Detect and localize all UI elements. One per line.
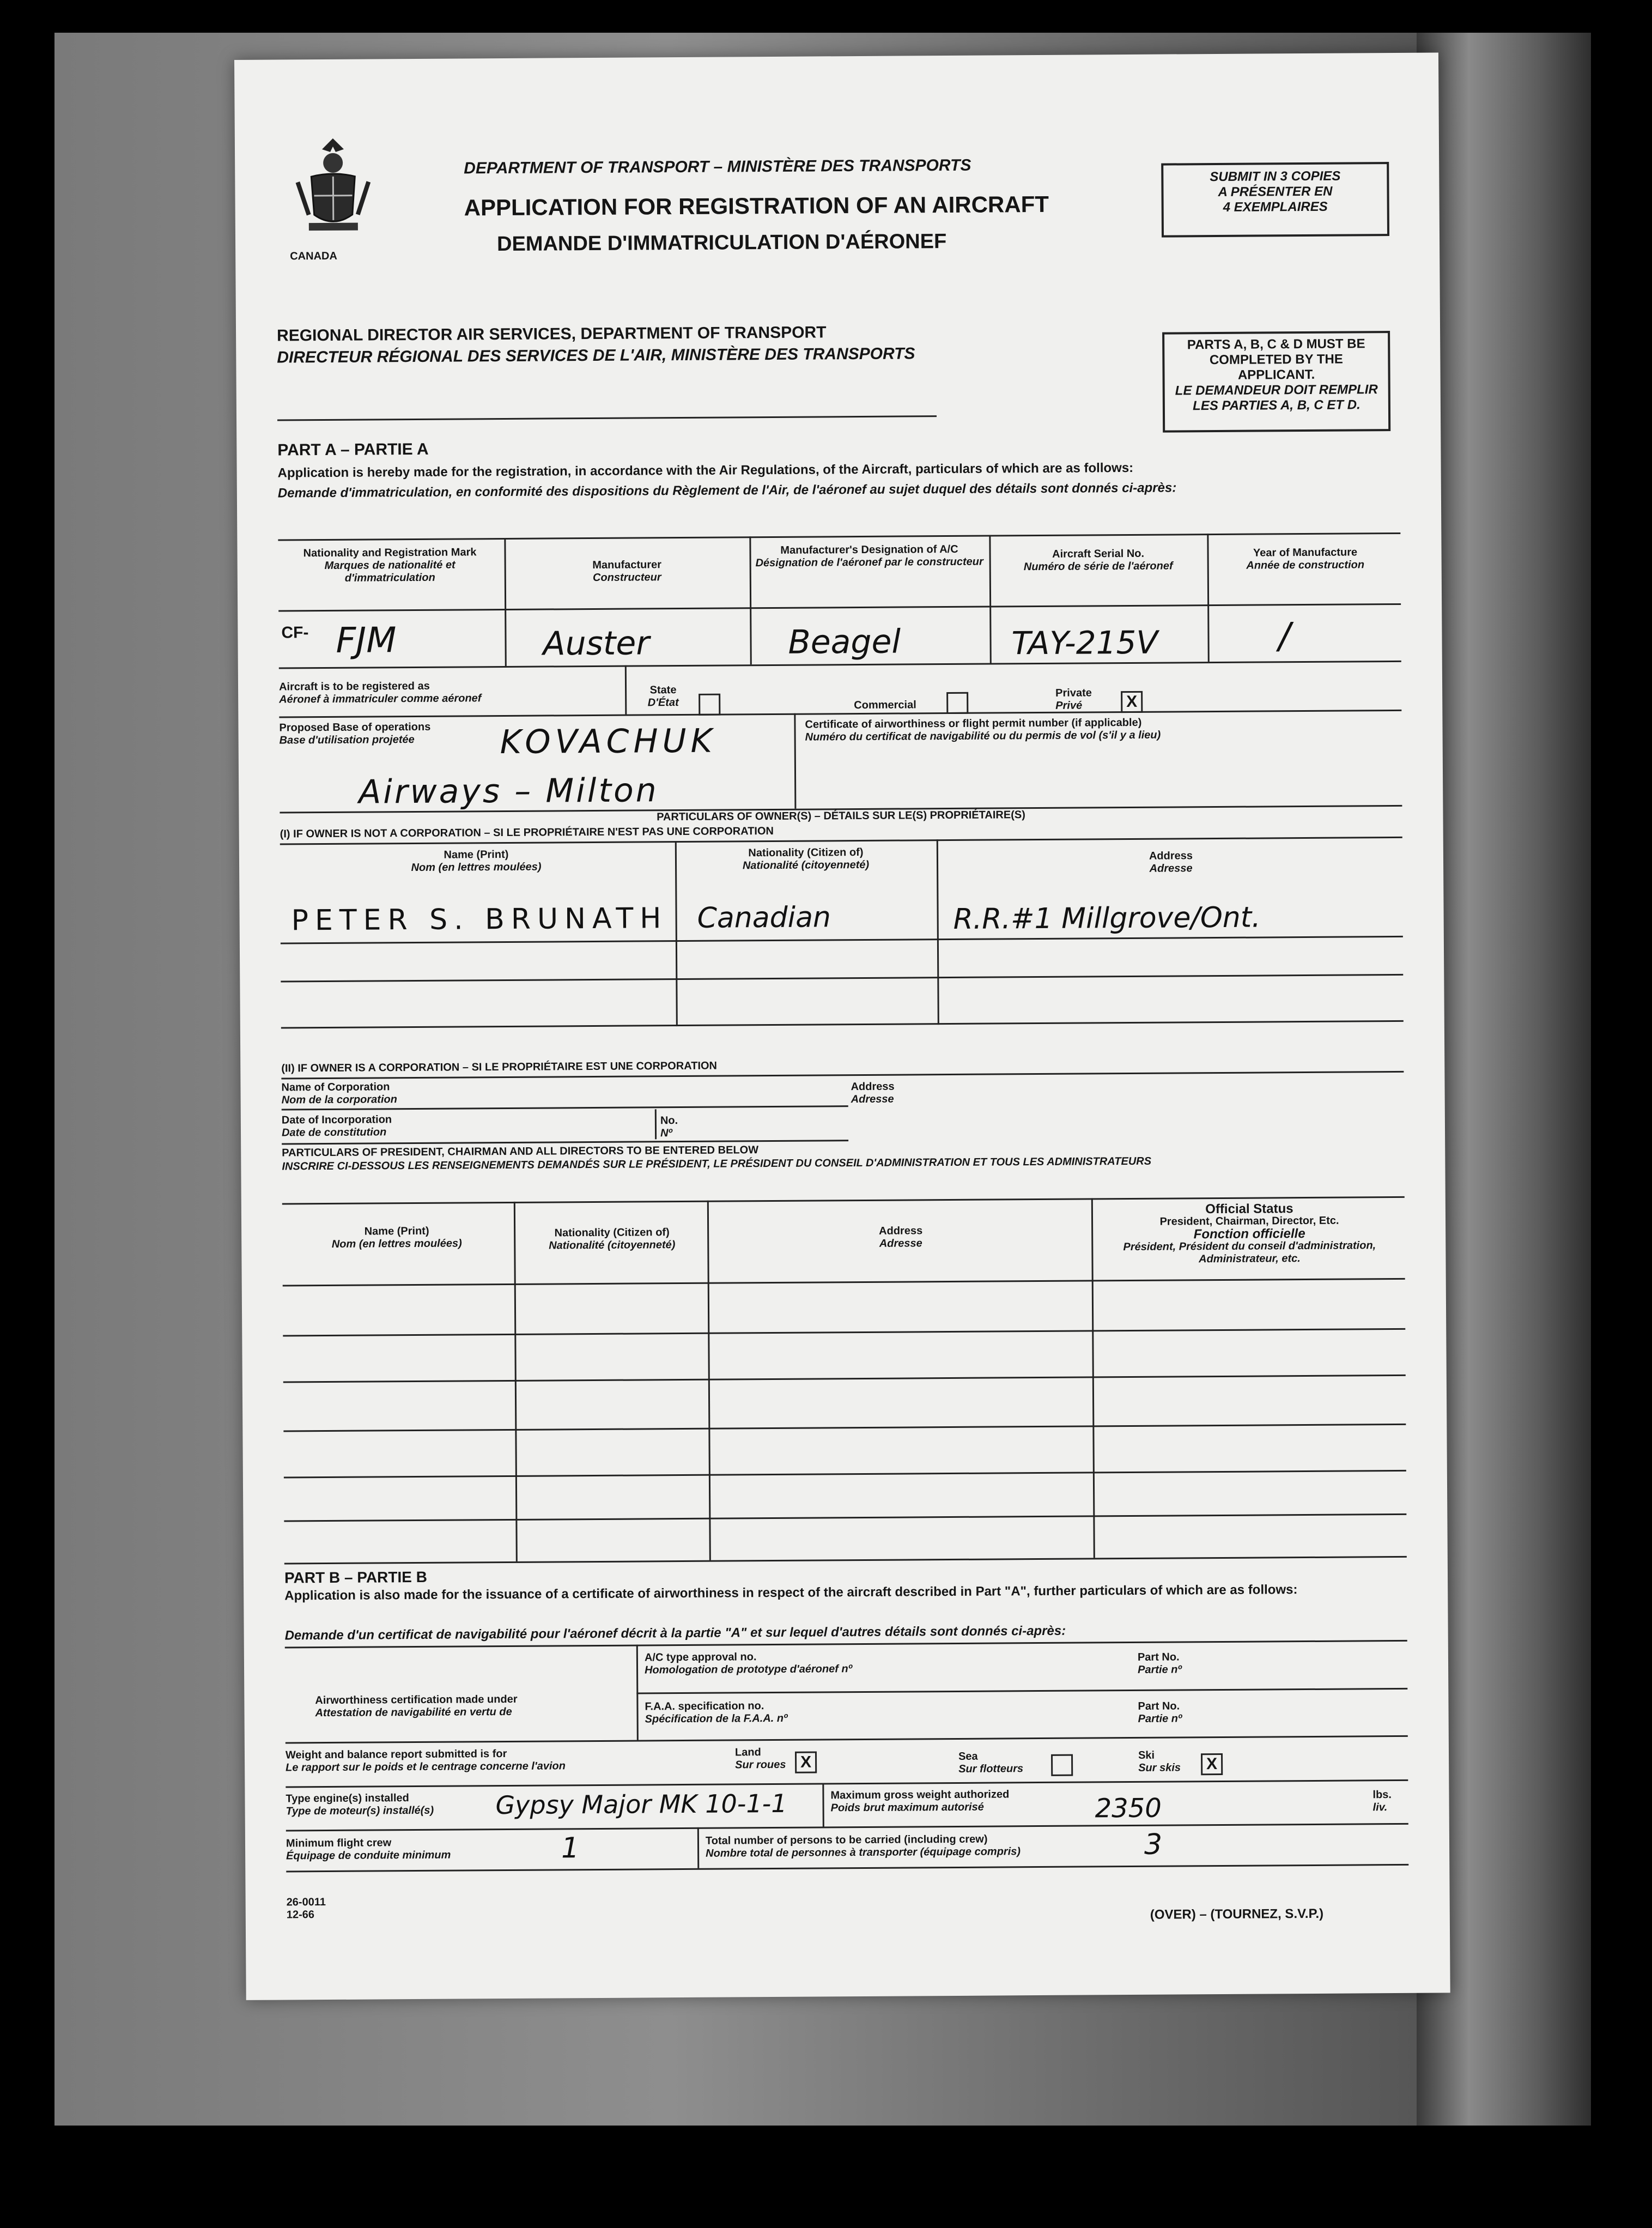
engine-fr: Type de moteur(s) installé(s)	[286, 1804, 434, 1818]
weight-en: Weight and balance report submitted is for	[285, 1748, 507, 1761]
base-value-line2: Airways – Milton	[358, 771, 659, 812]
state-checkbox[interactable]	[699, 694, 720, 716]
commercial-label: Commercial	[854, 699, 916, 712]
registration-form	[234, 52, 1450, 2000]
incorp-fr: Date de constitution	[281, 1126, 387, 1139]
owner-name-col	[283, 847, 670, 875]
sea-en: Sea	[958, 1750, 978, 1763]
liv-unit: liv.	[1372, 1801, 1388, 1814]
col-serial	[995, 547, 1202, 573]
owners-heading: PARTICULARS OF OWNER(S) – DÉTAILS SUR LE(S) PROPRIÉTAIRE(S)	[657, 809, 1025, 824]
year-value: /	[1278, 615, 1291, 657]
state-fr: D'État	[647, 697, 679, 709]
directors-heading-fr: INSCRIRE CI-DESSOUS LES RENSEIGNEMENTS DEMANDÉS SUR LE PRÉSIDENT, LE PRÉSIDENT DU CONSEIL D'ADMINISTRATION ET TOUS LES ADMINISTRATEURS	[282, 1155, 1152, 1173]
crew-en: Minimum flight crew	[286, 1837, 392, 1850]
persons-fr: Nombre total de personnes à transporter (équipage compris)	[706, 1845, 1021, 1860]
department-heading: DEPARTMENT OF TRANSPORT – MINISTÈRE DES TRANSPORTS	[464, 156, 971, 178]
owner-nationality-value: Canadian	[697, 901, 831, 935]
cert-fr: Numéro du certificat de navigabilité ou du permis de vol (s'il y a lieu)	[805, 729, 1161, 743]
parts-required-box	[1162, 331, 1390, 433]
dir-nationality-en: Nationality (Citizen of)	[554, 1226, 670, 1239]
form-no: 26-0011	[286, 1896, 326, 1909]
dir-nationality-col	[519, 1226, 704, 1252]
owner-name-fr: Nom (en lettres moulées)	[411, 861, 542, 874]
owner-name-value: PETER S. BRUNATH	[291, 902, 668, 937]
dir-name-fr: Nom (en lettres moulées)	[331, 1237, 462, 1250]
faa-en: F.A.A. specification no.	[645, 1700, 764, 1713]
country-label: CANADA	[290, 250, 337, 263]
owner-nationality-fr: Nationalité (citoyenneté)	[742, 858, 870, 872]
cert-made-under	[315, 1693, 517, 1720]
faa-spec	[645, 1700, 787, 1726]
incorp-en: Date of Incorporation	[281, 1113, 392, 1127]
parts-line-4: LE DEMANDEUR DOIT REMPLIR	[1175, 382, 1378, 398]
corp-address-fr: Adresse	[851, 1093, 894, 1106]
commercial-checkbox[interactable]	[946, 692, 968, 714]
land-en: Land	[734, 1746, 761, 1759]
col-designation-fr: Désignation de l'aéronef par le constructeur	[755, 555, 983, 570]
col-designation	[755, 543, 983, 570]
part-no-2-en: Part No.	[1138, 1700, 1180, 1712]
dir-nationality-fr: Nationalité (citoyenneté)	[549, 1239, 676, 1252]
form-title-fr: DEMANDE D'IMMATRICULATION D'AÉRONEF	[496, 230, 947, 256]
cert-made-en: Airworthiness certification made under	[315, 1693, 518, 1707]
part-no-2	[1138, 1700, 1182, 1725]
col-nationality-en: Nationality and Registration Mark	[303, 546, 477, 560]
part-b-intro-fr: Demande d'un certificat de navigabilité pour l'aéronef décrit à la partie "A" et sur lequel d'autres détails sont donnés ci-après:	[284, 1623, 1066, 1643]
incorporation-date-label	[282, 1113, 392, 1139]
base-fr: Base d'utilisation projetée	[279, 734, 415, 747]
registered-as-fr: Aéronef à immatriculer comme aéronef	[279, 692, 482, 706]
base-value-line1: KOVACHUK	[500, 722, 717, 762]
dir-address-fr: Adresse	[879, 1237, 922, 1250]
parts-line-5: LES PARTIES A, B, C ET D.	[1193, 397, 1361, 414]
land-fr: Sur roues	[735, 1758, 786, 1771]
persons-value: 3	[1144, 1828, 1163, 1861]
part-no-1-fr: Partie nº	[1138, 1663, 1182, 1676]
col-year-fr: Année de construction	[1246, 559, 1365, 572]
not-corporation-heading: (I) IF OWNER IS NOT A CORPORATION – SI LE PROPRIÉTAIRE N'EST PAS UNE CORPORATION	[280, 825, 774, 840]
corp-name-en: Name of Corporation	[281, 1081, 390, 1094]
part-a-intro-fr: Demande d'immatriculation, en conformité des dispositions du Règlement de l'Air, de l'aéronef au sujet duquel des détails sont donnés ci-après:	[277, 480, 1177, 501]
min-crew-value: 1	[561, 1832, 580, 1865]
coat-of-arms-icon	[292, 132, 374, 242]
part-no-1-en: Part No.	[1137, 1651, 1180, 1663]
col-designation-en: Manufacturer's Designation of A/C	[780, 543, 958, 556]
owner-address-value: R.R.#1 Millgrove/Ont.	[953, 901, 1261, 936]
state-label	[636, 684, 690, 710]
col-year	[1212, 546, 1398, 572]
registered-as-en: Aircraft is to be registered as	[278, 680, 430, 693]
cert-made-fr: Attestation de navigabilité en vertu de	[315, 1705, 512, 1720]
submit-line-1: SUBMIT IN 3 COPIES	[1210, 168, 1341, 185]
submit-line-3: 4 EXEMPLAIRES	[1223, 199, 1328, 215]
form-title-en: APPLICATION FOR REGISTRATION OF AN AIRCRAFT	[464, 191, 1049, 221]
addressee-en: REGIONAL DIRECTOR AIR SERVICES, DEPARTMENT OF TRANSPORT	[276, 323, 827, 345]
col-manufacturer	[510, 558, 744, 585]
over-note: (OVER) – (TOURNEZ, S.V.P.)	[1150, 1906, 1324, 1922]
col-serial-fr: Numéro de série de l'aéronef	[1023, 560, 1173, 573]
persons-label	[706, 1833, 1021, 1860]
col-manufacturer-en: Manufacturer	[592, 559, 662, 572]
ski-label	[1138, 1749, 1181, 1774]
ski-fr: Sur skis	[1138, 1761, 1181, 1774]
max-weight-en: Maximum gross weight authorized	[830, 1788, 1010, 1802]
dir-status-fr: Fonction officielle	[1193, 1226, 1305, 1242]
engine-label	[286, 1792, 434, 1818]
base-en: Proposed Base of operations	[279, 721, 431, 734]
parts-line-1: PARTS A, B, C & D MUST BE	[1187, 336, 1365, 353]
private-en: Private	[1055, 687, 1092, 699]
land-checkbox[interactable]: X	[795, 1752, 817, 1773]
parts-line-2: COMPLETED BY THE	[1209, 352, 1343, 368]
ac-type-en: A/C type approval no.	[644, 1651, 757, 1664]
owner-address-fr: Adresse	[1149, 862, 1193, 875]
part-no-2-fr: Partie nº	[1138, 1712, 1182, 1725]
dir-status-en2: President, Chairman, Director, Etc.	[1159, 1214, 1339, 1228]
land-label	[735, 1746, 786, 1772]
manufacturer-value: Auster	[543, 624, 650, 663]
designation-value: Beagel	[788, 622, 901, 662]
lbs-unit: lbs.	[1372, 1789, 1392, 1801]
weight-units	[1372, 1789, 1392, 1814]
corp-no-label	[660, 1115, 678, 1140]
engine-en: Type engine(s) installed	[286, 1792, 409, 1805]
sea-fr: Sur flotteurs	[958, 1763, 1024, 1775]
ski-checkbox[interactable]: X	[1201, 1753, 1223, 1775]
col-year-en: Year of Manufacture	[1253, 546, 1358, 559]
persons-en: Total number of persons to be carried (including crew)	[705, 1833, 988, 1847]
submit-line-2: A PRÉSENTER EN	[1218, 184, 1333, 199]
private-checkbox[interactable]: X	[1121, 691, 1143, 713]
col-serial-en: Aircraft Serial No.	[1052, 547, 1145, 560]
serial-value: TAY-215V	[1011, 623, 1158, 662]
owner-nationality-col	[681, 846, 931, 873]
registration-mark-value: FJM	[336, 620, 397, 661]
cf-prefix: CF-	[281, 623, 309, 642]
dir-name-col	[285, 1225, 508, 1251]
corp-address-label	[851, 1081, 894, 1106]
base-of-operations-label	[279, 721, 430, 747]
directors-heading-en: PARTICULARS OF PRESIDENT, CHAIRMAN AND ALL DIRECTORS TO BE ENTERED BELOW	[282, 1144, 759, 1159]
registered-as	[279, 680, 482, 706]
owner-address-en: Address	[1149, 850, 1193, 862]
part-b-intro-en: Application is also made for the issuance of a certificate of airworthiness in respect of the aircraft described in Part "A", further particulars of which are as follows:	[284, 1582, 1298, 1603]
form-number	[287, 1896, 326, 1921]
private-label	[1055, 687, 1092, 712]
faa-fr: Spécification de la F.A.A. nº	[645, 1712, 788, 1726]
weight-fr: Le rapport sur le poids et le centrage concerne l'avion	[286, 1760, 566, 1774]
dir-status-col	[1097, 1202, 1402, 1266]
airworthiness-cert-label	[805, 715, 1399, 744]
part-no-1	[1138, 1651, 1182, 1676]
ac-type-approval	[645, 1650, 852, 1676]
private-fr: Privé	[1055, 699, 1083, 712]
parts-line-3: APPLICANT.	[1237, 367, 1315, 383]
ski-en: Ski	[1138, 1749, 1155, 1761]
cert-en: Certificate of airworthiness or flight permit number (if applicable)	[805, 716, 1142, 731]
addressee-fr: DIRECTEUR RÉGIONAL DES SERVICES DE L'AIR, MINISTÈRE DES TRANSPORTS	[277, 344, 915, 367]
dir-address-en: Address	[879, 1225, 923, 1237]
col-nationality	[281, 546, 499, 585]
weight-balance-label	[286, 1747, 566, 1774]
part-a-heading: PART A – PARTIE A	[277, 440, 429, 459]
corp-no-en: No.	[660, 1115, 678, 1127]
crew-fr: Équipage de conduite minimum	[286, 1849, 451, 1862]
sea-label	[958, 1750, 1023, 1776]
corp-no-fr: Nº	[660, 1127, 672, 1140]
corporation-heading: (II) IF OWNER IS A CORPORATION – SI LE PROPRIÉTAIRE EST UNE CORPORATION	[281, 1059, 718, 1075]
col-manufacturer-fr: Constructeur	[592, 571, 661, 584]
owner-name-en: Name (Print)	[444, 848, 509, 861]
corp-address-en: Address	[851, 1080, 895, 1093]
part-a-intro-en: Application is hereby made for the registration, in accordance with the Air Regulations, of the Aircraft, particulars of which are as follows:	[277, 460, 1134, 481]
owner-address-col	[942, 849, 1400, 876]
max-weight-value: 2350	[1095, 1793, 1162, 1824]
state-en: State	[649, 684, 677, 697]
submit-copies-box	[1161, 162, 1389, 238]
dir-address-col	[713, 1224, 1089, 1251]
corp-name-label	[281, 1081, 397, 1106]
dir-name-en: Name (Print)	[364, 1225, 429, 1238]
dir-status-en: Official Status	[1205, 1201, 1293, 1217]
dir-status-fr2: Président, Président du conseil d'administration, Administrateur, etc.	[1123, 1239, 1376, 1266]
corp-name-fr: Nom de la corporation	[281, 1093, 397, 1106]
owner-nationality-en: Nationality (Citizen of)	[748, 846, 864, 859]
sea-checkbox[interactable]	[1051, 1754, 1073, 1776]
part-b-heading: PART B – PARTIE B	[284, 1568, 427, 1587]
min-crew-label	[286, 1837, 451, 1863]
engine-value: Gypsy Major MK 10-1-1	[495, 1788, 787, 1820]
form-date: 12-66	[286, 1909, 315, 1921]
ac-type-fr: Homologation de prototype d'aéronef nº	[644, 1663, 853, 1676]
max-weight-label	[830, 1788, 1009, 1814]
max-weight-fr: Poids brut maximum autorisé	[830, 1801, 984, 1814]
col-nationality-fr: Marques de nationalité et d'immatriculation	[324, 559, 455, 584]
